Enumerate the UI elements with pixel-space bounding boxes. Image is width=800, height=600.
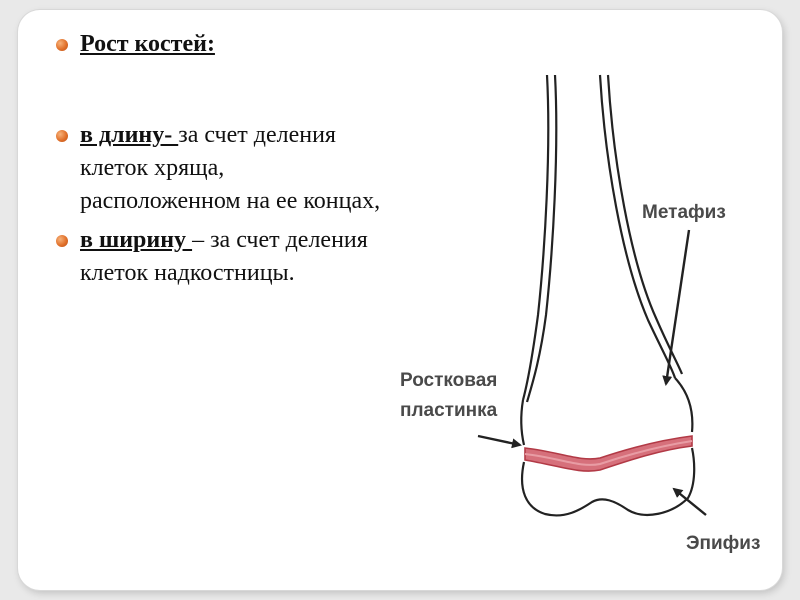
growth-plate xyxy=(525,436,692,471)
metaphysis-arrow-icon xyxy=(666,230,689,384)
width-growth-text: – за счет деления клеток надкостницы. xyxy=(80,227,368,286)
heading: Рост костей: xyxy=(80,31,215,57)
length-growth-text: за счет деления клеток хряща, расположенном на ее концах, xyxy=(80,122,381,214)
length-growth-label: в длину- xyxy=(80,122,179,148)
growth-plate-label-line1: Ростковая xyxy=(400,370,498,391)
growth-plate-label-line2: пластинка xyxy=(400,400,498,421)
growth-plate-arrow-icon xyxy=(478,436,520,445)
epiphysis-label: Эпифиз xyxy=(686,533,761,554)
bone-outline xyxy=(521,75,692,445)
metaphysis-label: Метафиз xyxy=(642,202,726,223)
width-growth-label: в ширину xyxy=(80,227,193,253)
